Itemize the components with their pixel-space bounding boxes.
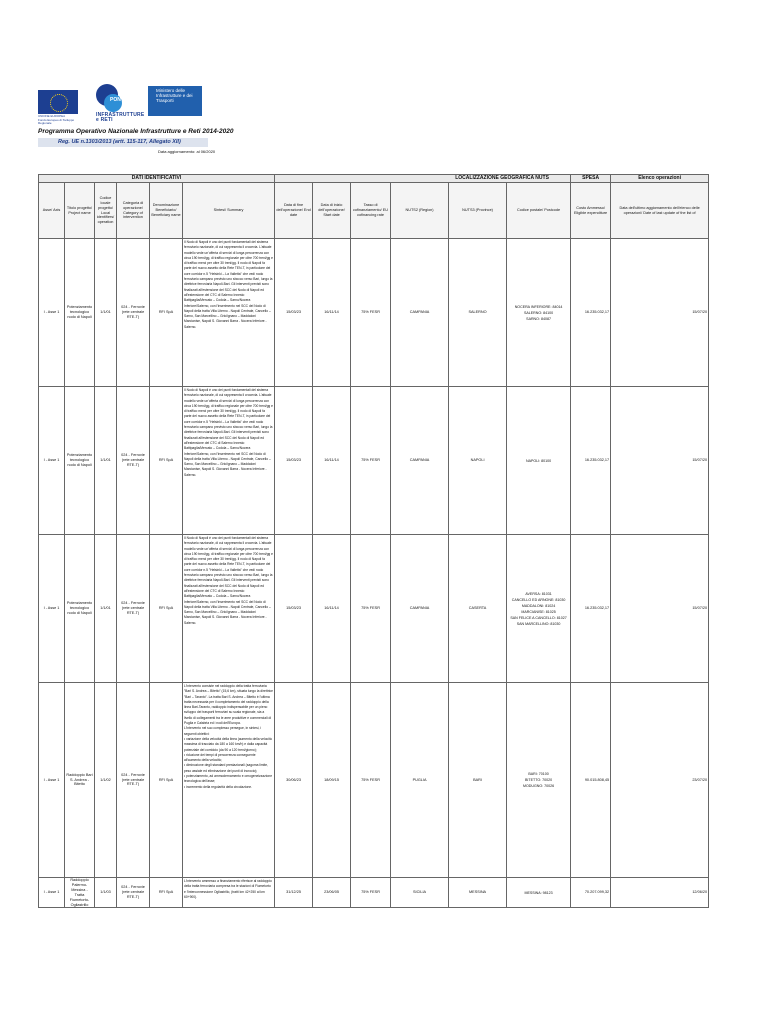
cell-costo: 16.235.032,17 bbox=[571, 535, 611, 683]
cell-nuts3: CASERTA bbox=[449, 535, 507, 683]
col-header-tasso: Tasso di cofinanziamento/ EU cofinancing rate bbox=[351, 183, 391, 239]
col-header-nuts2: NUTS2 (Region) bbox=[391, 183, 449, 239]
col-header-data-fine: Data di fine dell'operazione/ End date bbox=[275, 183, 313, 239]
cell-nuts2: CAMPANIA bbox=[391, 239, 449, 387]
col-header-codice: Codice locale progetto/ Local identifiers/ operation bbox=[95, 183, 117, 239]
cell-aggiornamento: 23/07/20 bbox=[611, 683, 709, 878]
cell-titolo: Raddoppio Palermo-Messina - Tratta Fiumetorto-Ogliastrillo bbox=[65, 878, 95, 908]
update-date: Data aggiornamento: al 06/2020 bbox=[158, 149, 216, 154]
col-header-denominazione: Denominazione Beneficiario/ Beneficiary name bbox=[150, 183, 183, 239]
cell-titolo: Potenziamento tecnologico nodo di Napoli bbox=[65, 239, 95, 387]
cell-data-fine: 15/03/23 bbox=[275, 387, 313, 535]
cell-cap: NAPOLI: 80100 bbox=[507, 387, 571, 535]
eu-caption: UNIONE EUROPEA Fondo Europeo di Sviluppo Regionale bbox=[38, 114, 75, 125]
cell-categoria: 024 - Ferrovie (rete centrale RTE-T) bbox=[117, 387, 150, 535]
cell-nuts3: SALERNO bbox=[449, 239, 507, 387]
col-header-data-inizio: Data di inizio dell'operazione/ Start date bbox=[313, 183, 351, 239]
cell-aggiornamento: 15/07/20 bbox=[611, 535, 709, 683]
cell-data-inizio: 23/06/05 bbox=[313, 878, 351, 908]
cell-sintesi: Il Nodo di Napoli è uno dei punti fondamentali del sistema ferroviario nazionale, di cui rappresenta il crocevia. L'attuale modello vede un'offerta di servizi di lunga percorrenza con circa 190 treni/gg, di traffico regionale per oltre 700 treni/gg e di traffico merci per oltre 30 treni/gg. Il nodo di Napoli fa parte del nuovo assetto della Rete TEN-T, in particolare del core corridor n.5 "Helsinki – La Valletta" che vedi nodo ferroviario campano previsto uno sbocco verso Bari, lungo la direttrice ferroviaria Napoli-Bari. Gli interventi previsti sono finalizzati all'estensione del SCC del Nodo di Napoli ed all'estensione del CTC di Salerno Innesto Battipaglia/Mercato – Codola – Sarno/Nocera Inferiore/Salerno, con l'inserimento nel SCC del Nodo di Napoli della tratta Villa Literno - Napoli Centrale, Cancello – Sarno, San Marcellino – Grici/gnano – Maddaloni Marcianise, Napoli S. Giovanni Barra - Nocera Inferiore - Salerno. bbox=[183, 535, 275, 683]
group-header-elenco: Elenco operazioni bbox=[611, 175, 709, 183]
group-header-spesa: SPESA bbox=[571, 175, 611, 183]
cell-nuts3: NAPOLI bbox=[449, 387, 507, 535]
cell-tasso: 75% FESR bbox=[351, 683, 391, 878]
col-header-costo: Costo Ammesso/ Eligible expenditure bbox=[571, 183, 611, 239]
cell-asse: I - Asse 1 bbox=[39, 878, 65, 908]
cell-categoria: 024 - Ferrovie (rete centrale RTE-T) bbox=[117, 683, 150, 878]
ministry-name: Ministero delle Infrastrutture e dei Trasporti bbox=[156, 88, 193, 103]
cell-nuts2: PUGLIA bbox=[391, 683, 449, 878]
cell-titolo: Raddoppio Bari S. Andrea - Bitetto bbox=[65, 683, 95, 878]
logo-bar bbox=[38, 84, 218, 126]
cell-data-fine: 30/06/23 bbox=[275, 683, 313, 878]
cell-beneficiario: RFI SpA bbox=[150, 239, 183, 387]
group-header-nuts: LOCALIZZAZIONE GEOGRAFICA NUTS bbox=[275, 175, 571, 183]
cell-asse: I - Asse 1 bbox=[39, 239, 65, 387]
cell-sintesi: L'intervento ammesso a finanziamento riferisce al raddoppio della tratta ferroviaria compresa tra le stazioni di Fiumetorto e l'interconnessione Ogliastrillo, (tratti km 42+250 al km 60+900). bbox=[183, 878, 275, 908]
cell-data-inizio: 16/11/14 bbox=[313, 535, 351, 683]
table-row bbox=[39, 239, 709, 387]
page-title: Programma Operativo Nazionale Infrastrutture e Reti 2014-2020 bbox=[38, 128, 234, 135]
cell-nuts2: CAMPANIA bbox=[391, 535, 449, 683]
cell-titolo: Potenziamento tecnologico nodo di Napoli bbox=[65, 387, 95, 535]
ministry-logo bbox=[148, 86, 202, 116]
cell-aggiornamento: 15/07/20 bbox=[611, 239, 709, 387]
table-row bbox=[39, 387, 709, 535]
cell-sintesi: L'intervento consiste nel raddoppio della tratta ferroviaria "Bari S. Andrea – Bitetto" (15,6 km), situata lungo la direttrice "Bari – Taranto". La tratta Bari S. Andrea – Bitetto è l'ultima tratta necessaria per il completamento del raddoppio della linea Bari-Taranto, raddoppio indispensabile per un pieno sviluppo dei trasporti ferroviari su scala regionale, sia a livello di collegamenti tra le aree produttive e commerciali di Puglia e Calabria ed i nodi dell'Europa. L'intervento nel suo complesso persegue, in sintesi, i seguenti obiettivi: • variazione della velocità della linea (aumento della velocità massima di tracciato da 180 a 160 km/h) e dalla capacità potenziale del corridoio (da 90 a 120 treni/giorno); • riduzione dei tempi di percorrenza conseguente all'aumento della velocità; • diminuzione degli standard prestazionali (sagoma limite, peso assiale ed eliminazione dei punti di incrocio); • potenziamento, ad ammodernamento e omogeneizzazione tecnologica dell'asse; • incremento della regolarità della circolazione. bbox=[183, 683, 275, 878]
group-header-ids: DATI IDENTIFICATIVI bbox=[39, 175, 275, 183]
regulation-reference: Reg. UE n.1303/2013 (artt. 115-117, Allegato XII) bbox=[38, 138, 208, 147]
col-header-asse: Asse/ Axis bbox=[39, 183, 65, 239]
table-row bbox=[39, 683, 709, 878]
cell-categoria: 024 - Ferrovie (rete centrale RTE-T) bbox=[117, 878, 150, 908]
document-header bbox=[38, 128, 234, 154]
cell-aggiornamento: 15/07/20 bbox=[611, 387, 709, 535]
col-header-titolo: Titolo progetto/ Project name bbox=[65, 183, 95, 239]
cell-cap: BARI: 70100 BITETTO: 70020 MODUGNO: 70026 bbox=[507, 683, 571, 878]
cell-codice: 1/1/01 bbox=[95, 239, 117, 387]
cell-nuts2: SICILIA bbox=[391, 878, 449, 908]
cell-codice: 1/1/01 bbox=[95, 387, 117, 535]
cell-categoria: 024 - Ferrovie (rete centrale RTE-T) bbox=[117, 239, 150, 387]
col-header-nuts3: NUTS3 (Province) bbox=[449, 183, 507, 239]
cell-costo: 90.015.808,45 bbox=[571, 683, 611, 878]
cell-asse: I - Asse 1 bbox=[39, 535, 65, 683]
cell-tasso: 75% FESR bbox=[351, 387, 391, 535]
cell-asse: I - Asse 1 bbox=[39, 683, 65, 878]
cell-data-inizio: 16/11/14 bbox=[313, 387, 351, 535]
eu-flag-icon bbox=[38, 90, 78, 114]
pon-label: PON bbox=[110, 97, 121, 103]
cell-data-inizio: 18/09/15 bbox=[313, 683, 351, 878]
cell-beneficiario: RFI SpA bbox=[150, 535, 183, 683]
cell-codice: 1/1/01 bbox=[95, 535, 117, 683]
cell-asse: I - Asse 1 bbox=[39, 387, 65, 535]
cell-tasso: 75% FESR bbox=[351, 239, 391, 387]
cell-nuts3: MESSINA bbox=[449, 878, 507, 908]
cell-cap: NOCERA INFERIORE: 84014 SALERNO: 84100 SARNO: 84087 bbox=[507, 239, 571, 387]
cell-beneficiario: RFI SpA bbox=[150, 878, 183, 908]
cell-tasso: 75% FESR bbox=[351, 535, 391, 683]
cell-data-inizio: 16/11/14 bbox=[313, 239, 351, 387]
cell-costo: 16.235.032,17 bbox=[571, 239, 611, 387]
col-header-categoria: Categoria di operazione/ Category of intervention bbox=[117, 183, 150, 239]
col-header-aggiornamento: Data dell'ultimo aggiornamento dell'elenco delle operazioni/ Date of last update of the list of bbox=[611, 183, 709, 239]
cell-beneficiario: RFI SpA bbox=[150, 683, 183, 878]
cell-sintesi: Il Nodo di Napoli è uno dei punti fondamentali del sistema ferroviario nazionale, di cui rappresenta il crocevia. L'attuale modello vede un'offerta di servizi di lunga percorrenza con circa 190 treni/gg, di traffico regionale per oltre 700 treni/gg e di traffico merci per oltre 30 treni/gg. Il nodo di Napoli fa parte del nuovo assetto della Rete TEN-T, in particolare del core corridor n.5 "Helsinki – La Valletta" che vedi nodo ferroviario campano previsto uno sbocco verso Bari, lungo la direttrice ferroviaria Napoli-Bari. Gli interventi previsti sono finalizzati all'estensione del SCC del Nodo di Napoli ed all'estensione del CTC di Salerno Innesto Battipaglia/Mercato – Codola – Sarno/Nocera Inferiore/Salerno, con l'inserimento nel SCC del Nodo di Napoli della tratta Villa Literno - Napoli Centrale, Cancello – Sarno, San Marcellino – Grici/gnano – Maddaloni Marcianise, Napoli S. Giovanni Barra - Nocera Inferiore - Salerno. bbox=[183, 239, 275, 387]
cell-costo: 70.207.099,32 bbox=[571, 878, 611, 908]
cell-data-fine: 31/12/25 bbox=[275, 878, 313, 908]
cell-data-fine: 15/03/23 bbox=[275, 535, 313, 683]
cell-aggiornamento: 12/06/20 bbox=[611, 878, 709, 908]
cell-categoria: 024 - Ferrovie (rete centrale RTE-T) bbox=[117, 535, 150, 683]
table-row bbox=[39, 535, 709, 683]
cell-titolo: Potenziamento tecnologico nodo di Napoli bbox=[65, 535, 95, 683]
cell-beneficiario: RFI SpA bbox=[150, 387, 183, 535]
pon-text: INFRASTRUTTURE e RETI bbox=[96, 112, 145, 123]
cell-costo: 16.235.032,17 bbox=[571, 387, 611, 535]
cell-codice: 1/1/03 bbox=[95, 878, 117, 908]
cell-sintesi: Il Nodo di Napoli è uno dei punti fondamentali del sistema ferroviario nazionale, di cui rappresenta il crocevia. L'attuale modello vede un'offerta di servizi di lunga percorrenza con circa 190 treni/gg, di traffico regionale per oltre 700 treni/gg e di traffico merci per oltre 30 treni/gg. Il nodo di Napoli fa parte del nuovo assetto della Rete TEN-T, in particolare del core corridor n.5 "Helsinki – La Valletta" che vedi nodo ferroviario campano previsto uno sbocco verso Bari, lungo la direttrice ferroviaria Napoli-Bari. Gli interventi previsti sono finalizzati all'estensione del SCC del Nodo di Napoli ed all'estensione del CTC di Salerno Innesto Battipaglia/Mercato – Codola – Sarno/Nocera Inferiore/Salerno, con l'inserimento nel SCC del Nodo di Napoli della tratta Villa Literno - Napoli Centrale, Cancello – Sarno, San Marcellino – Grici/gnano – Maddaloni Marcianise, Napoli S. Giovanni Barra - Nocera Inferiore - Salerno. bbox=[183, 387, 275, 535]
cell-nuts3: BARI bbox=[449, 683, 507, 878]
col-header-sintesi: Sintesi/ Summary bbox=[183, 183, 275, 239]
operations-table bbox=[38, 174, 709, 908]
col-header-cap: Codice postale/ Postcode bbox=[507, 183, 571, 239]
cell-tasso: 75% FESR bbox=[351, 878, 391, 908]
cell-nuts2: CAMPANIA bbox=[391, 387, 449, 535]
table-row bbox=[39, 878, 709, 908]
cell-data-fine: 15/03/23 bbox=[275, 239, 313, 387]
cell-cap: AVERSA: 81031 CANCELLO ED ARNONE: 81030 MADDALONI: 81024 MARCIANISE: 81025 SAN FELICE A CANCELLO: 81027 SAN MARCELLINO: 81030 bbox=[507, 535, 571, 683]
cell-codice: 1/1/02 bbox=[95, 683, 117, 878]
cell-cap: MESSINA: 98123 bbox=[507, 878, 571, 908]
